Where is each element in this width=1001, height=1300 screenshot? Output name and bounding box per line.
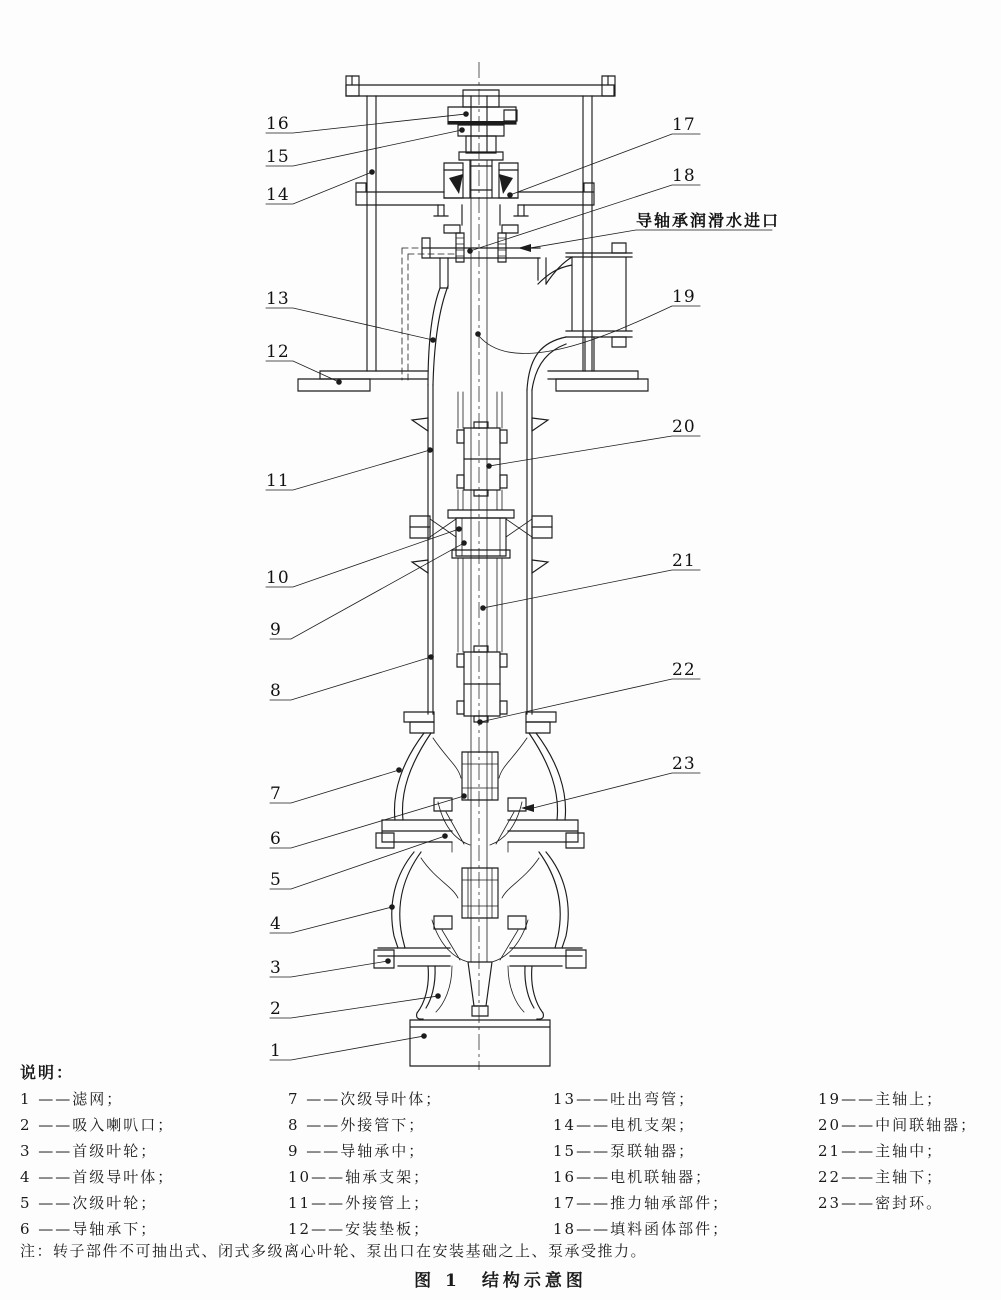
legend-item: 8 ——外接管下； — [288, 1116, 426, 1134]
svg-text:15: 15 — [266, 147, 290, 167]
coupling-stack — [448, 90, 517, 153]
svg-text:10: 10 — [266, 568, 290, 588]
callout-20 — [486, 417, 700, 469]
legend-title: 说明： — [20, 1063, 75, 1082]
svg-text:19: 19 — [672, 287, 696, 307]
callout-8 — [270, 654, 434, 701]
water-inlet-label: 导轴承润滑水进口 — [636, 211, 781, 230]
legend-item: 20——中间联轴器； — [818, 1116, 978, 1134]
svg-text:11: 11 — [266, 471, 290, 491]
legend-item: 10——轴承支架； — [288, 1168, 431, 1186]
legend-item: 17——推力轴承部件； — [553, 1194, 730, 1212]
callout-11 — [266, 447, 433, 491]
legend-item: 12——安装垫板； — [288, 1220, 431, 1238]
callout-21 — [480, 551, 700, 611]
callout-23 — [521, 754, 700, 812]
legend-item: 23——密封环。 — [818, 1194, 944, 1212]
second-stage-bowl — [376, 712, 584, 852]
svg-text:1: 1 — [270, 1041, 282, 1061]
callout-22 — [477, 660, 700, 725]
legend-item: 1 ——滤网； — [20, 1090, 124, 1108]
legend-item: 15——泵联轴器； — [553, 1142, 696, 1160]
callout-9 — [270, 540, 467, 640]
second-stage-impeller — [438, 802, 522, 852]
svg-text:18: 18 — [672, 166, 696, 186]
discharge-elbow — [402, 243, 632, 390]
svg-text:9: 9 — [270, 620, 282, 640]
mounting-plates — [298, 371, 648, 391]
callout-3 — [270, 958, 391, 978]
legend-item: 19——主轴上； — [818, 1090, 944, 1108]
legend-item: 18——填料函体部件； — [553, 1220, 730, 1238]
pump-coupling — [458, 125, 504, 136]
first-stage-bowl — [374, 852, 586, 968]
suction-bell — [417, 962, 544, 1019]
motor-stand-frame — [346, 76, 615, 371]
legend-item: 9 ——导轴承中； — [288, 1142, 426, 1160]
svg-text:2: 2 — [270, 999, 282, 1019]
svg-text:23: 23 — [672, 754, 696, 774]
water-inlet-annotation — [518, 211, 780, 252]
callout-14 — [266, 169, 375, 205]
svg-text:13: 13 — [266, 289, 290, 309]
legend-item: 14——电机支架； — [553, 1116, 696, 1134]
svg-text:6: 6 — [270, 829, 282, 849]
seal-ring-right — [508, 798, 526, 811]
svg-text:12: 12 — [266, 342, 290, 362]
svg-text:7: 7 — [270, 784, 282, 804]
callout-6 — [270, 793, 467, 849]
legend-item: 13——吐出弯管； — [553, 1090, 696, 1108]
callout-13 — [266, 289, 436, 343]
intermediate-coupling-upper — [457, 422, 507, 496]
legend-item: 21——主轴中； — [818, 1142, 944, 1160]
svg-text:14: 14 — [266, 185, 290, 205]
svg-text:8: 8 — [270, 681, 282, 701]
water-inlet-arrow — [518, 244, 531, 252]
svg-text:5: 5 — [270, 870, 282, 890]
svg-text:22: 22 — [672, 660, 696, 680]
legend-item: 11——外接管上； — [288, 1194, 431, 1212]
svg-text:20: 20 — [672, 417, 696, 437]
legend-item: 16——电机联轴器； — [553, 1168, 713, 1186]
legend-column-3 — [553, 1086, 729, 1242]
figure-note: 注：转子部件不可抽出式、闭式多级离心叶轮、泵出口在安装基础之上、泵承受推力。 — [20, 1242, 648, 1260]
legend-item: 2 ——吸入喇叭口； — [20, 1116, 175, 1134]
legend-item: 7 ——次级导叶体； — [288, 1090, 443, 1108]
svg-text:17: 17 — [672, 115, 696, 135]
legend-column-4 — [818, 1086, 977, 1216]
legend-item: 22——主轴下； — [818, 1168, 944, 1186]
callout-7 — [270, 767, 402, 804]
callout-2 — [270, 993, 441, 1019]
callout-1 — [270, 1033, 427, 1061]
callout-15 — [266, 127, 465, 167]
svg-text:16: 16 — [266, 114, 290, 134]
legend-item: 6 ——导轴承下； — [20, 1220, 158, 1238]
figure-caption: 图 1 结构示意图 — [414, 1271, 587, 1291]
callout-4 — [270, 904, 395, 934]
legend-column-1 — [20, 1086, 174, 1242]
intermediate-coupling-lower — [457, 646, 507, 722]
callout-19 — [475, 287, 700, 354]
svg-text:21: 21 — [672, 551, 696, 571]
legend-item: 3 ——首级叶轮； — [20, 1142, 158, 1160]
discharge-pipe — [566, 253, 632, 337]
bearing-bracket — [410, 510, 552, 558]
svg-text:3: 3 — [270, 958, 282, 978]
strainer-box — [410, 1020, 550, 1066]
legend-item: 4 ——首级导叶体； — [20, 1168, 175, 1186]
legend-item: 5 ——次级叶轮； — [20, 1194, 158, 1212]
legend-column-2 — [288, 1086, 442, 1242]
callout-12 — [266, 342, 342, 385]
svg-text:4: 4 — [270, 914, 282, 934]
thrust-bearing-assembly — [444, 152, 518, 198]
